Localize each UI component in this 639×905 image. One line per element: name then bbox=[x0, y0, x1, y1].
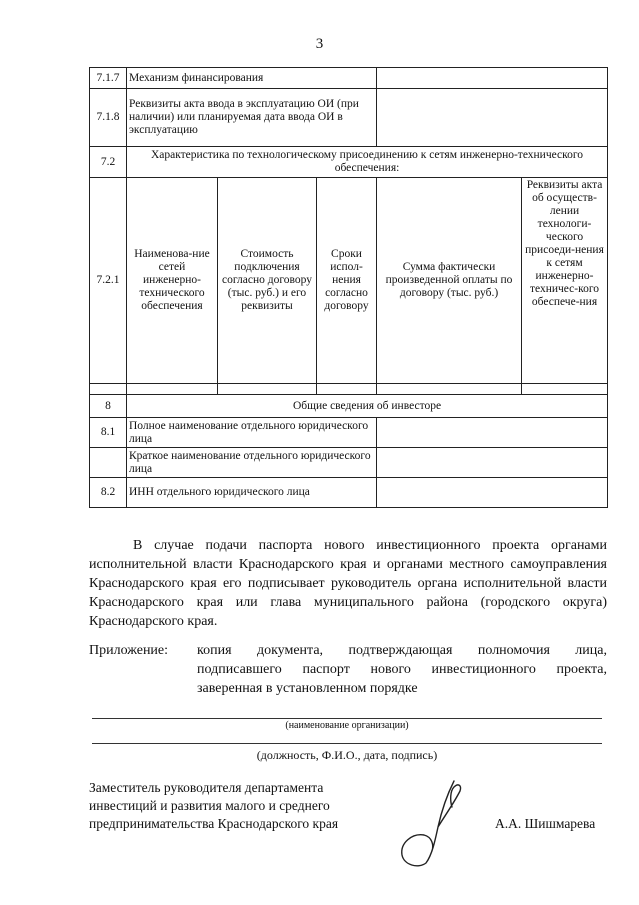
value-cell bbox=[377, 418, 608, 448]
table-row bbox=[90, 395, 608, 418]
value-cell bbox=[377, 89, 608, 147]
table-row bbox=[90, 478, 608, 508]
handwritten-signature bbox=[392, 777, 492, 872]
passport-table bbox=[89, 67, 608, 508]
position-line bbox=[92, 743, 602, 744]
position-line-3: предпринимательства Краснодарского края bbox=[89, 816, 339, 831]
row-label: ИНН отдельного юридического лица bbox=[127, 478, 377, 508]
table-row bbox=[90, 68, 608, 89]
value-cell bbox=[377, 448, 608, 478]
empty-cell bbox=[522, 384, 608, 395]
row-number: 7.1.8 bbox=[90, 89, 127, 147]
row-number: 7.1.7 bbox=[90, 68, 127, 89]
column-header: Сроки испол-нения согласно договору bbox=[317, 178, 377, 384]
empty-cell bbox=[218, 384, 317, 395]
table-row bbox=[90, 178, 608, 384]
column-header: Стоимость подключения согласно договору (тыс. руб.) и его реквизиты bbox=[218, 178, 317, 384]
org-caption: (наименование организации) bbox=[285, 720, 409, 731]
empty-cell bbox=[377, 384, 522, 395]
appendix-label: Приложение: bbox=[89, 643, 169, 658]
row-number: 8.2 bbox=[90, 478, 127, 508]
empty-cell bbox=[90, 384, 127, 395]
row-label: Краткое наименование отдельного юридического лица bbox=[127, 448, 377, 478]
table-row bbox=[90, 448, 608, 478]
position-line-1: Заместитель руководителя департамента bbox=[89, 780, 324, 795]
row-number: 8.1 bbox=[90, 418, 127, 448]
row-number: 7.2.1 bbox=[90, 178, 127, 384]
table-row bbox=[90, 147, 608, 178]
row-number: 8 bbox=[90, 395, 127, 418]
position-line-2: инвестиций и развития малого и среднего bbox=[89, 798, 330, 813]
row-number: 7.2 bbox=[90, 147, 127, 178]
empty-cell bbox=[317, 384, 377, 395]
signer-name: А.А. Шишмарева bbox=[495, 816, 596, 831]
value-cell bbox=[377, 478, 608, 508]
signer-position bbox=[89, 779, 399, 833]
row-label: Реквизиты акта ввода в эксплуатацию ОИ (при наличии) или планируемая дата ввода ОИ в эксплуатацию bbox=[127, 89, 377, 147]
column-header: Наименова-ние сетей инженерно-технического обеспечения bbox=[127, 178, 218, 384]
row-label: Механизм финансирования bbox=[127, 68, 377, 89]
table-row bbox=[90, 418, 608, 448]
section-heading: Общие сведения об инвесторе bbox=[127, 395, 608, 418]
page-number: 3 bbox=[315, 36, 324, 52]
appendix-block bbox=[89, 641, 607, 698]
appendix-text: копия документа, подтверждающая полномочия лица, подписавшего паспорт нового инвестиционного проекта, заверенная в установленном порядке bbox=[197, 643, 607, 696]
value-cell bbox=[377, 68, 608, 89]
paragraph-text: В случае подачи паспорта нового инвестиционного проекта органами исполнительной власти Краснодарского края и органами местного самоуправления Краснодарского края его подписывает руководитель органа исполнительной власти Краснодарского края или глава муниципального района (городского округа) Краснодарского края. bbox=[89, 538, 607, 629]
signing-paragraph bbox=[89, 536, 607, 631]
table-row bbox=[90, 384, 608, 395]
organization-line bbox=[92, 718, 602, 719]
section-heading: Характеристика по технологическому присоединению к сетям инженерно-технического обеспечения: bbox=[127, 147, 608, 178]
table-row bbox=[90, 89, 608, 147]
position-caption: (должность, Ф.И.О., дата, подпись) bbox=[256, 748, 438, 762]
empty-cell bbox=[127, 384, 218, 395]
column-header: Реквизиты акта об осуществ-лении технологи-ческого присоеди-нения к сетям инженерно-техничес-кого обеспече-ния bbox=[522, 178, 608, 384]
empty-cell bbox=[90, 448, 127, 478]
row-label: Полное наименование отдельного юридического лица bbox=[127, 418, 377, 448]
column-header: Сумма фактически произведенной оплаты по договору (тыс. руб.) bbox=[377, 178, 522, 384]
